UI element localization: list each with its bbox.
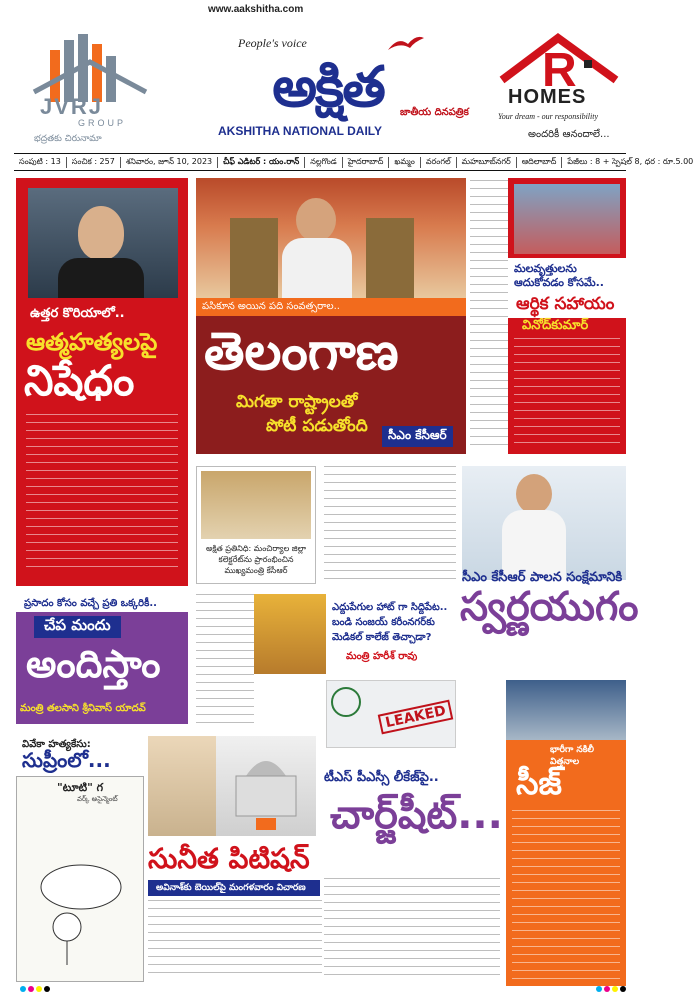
pages-price: పేజీలు : 8 + స్పెషల్ 8, ధర : రూ.5.00 [567,156,694,166]
print-marks-right [596,986,626,992]
chief-editor: చీఫ్ ఎడిటర్ : యం.రాన్ [218,157,305,168]
volume: సంపుటి : 13 [14,157,67,168]
farmers-photo [514,184,620,254]
farmers-body-text [514,338,620,448]
tspsc-kicker: టీఎస్ పీఎస్సీ లీకేజ్‌పై.. [324,770,439,785]
site-url[interactable]: www.aakshitha.com [208,4,304,15]
korea-headline-1: ఆత్మహత్యలపై [26,328,158,356]
fish-byline: మంత్రి తలసాని శ్రీనివాస్ యాదవ్ [20,703,146,714]
jvrj-group: GROUP [78,118,127,128]
petition-sub: అవినాశ్‌కు బెయిల్‌పై మంగళవారం విచారణ [148,880,320,896]
rhomes-tagline: Your dream - our responsibility [498,112,599,121]
seize-headline: సీజ్ [516,764,562,802]
supreme-court-photo [216,736,316,836]
tagline: People's voice [238,36,307,50]
print-marks [20,986,50,992]
story-farmers[interactable] [508,178,626,454]
story-korea[interactable] [16,178,188,586]
harish-quote-2: బండి సంజయ్ కరీంనగర్‌కు [332,617,435,628]
story-mancherial[interactable] [196,466,316,584]
kcr-photo [196,178,466,298]
fish-headline: అందిస్తాం [26,642,161,686]
fish-body-text [196,594,254,724]
story-telangana[interactable] [196,316,466,454]
viveka-kicker: వివేకా హత్యకేసు: [22,739,91,750]
mancherial-body-column [324,466,456,584]
viveka-headline: సుప్రీంలో... [22,748,111,772]
mancherial-photo [201,471,311,539]
petition-body-text [148,900,322,980]
logo-subtitle-telugu: జాతీయ దినపత్రిక [400,107,469,118]
rhomes-name: HOMES [508,86,587,108]
newspaper-logo: అక్షిత [272,54,384,120]
kcr-body-text [470,180,508,452]
fish-label: చేప మందు [34,616,121,638]
edition-warangal: వరంగల్ [421,157,457,168]
sunitha-photo [148,736,216,836]
cartoon-drawing-icon [27,817,135,967]
cartoon-title: "టూటి" గ [57,781,104,794]
telangana-sub-1: మిగతా రాష్ట్రాలతో [236,392,358,412]
korea-kicker: ఉత్తర కొరియాలో.. [30,306,125,321]
leaked-stamp: LEAKED [378,700,454,735]
issue: సంచిక : 257 [67,157,121,168]
telangana-headline: తెలంగాణ [204,322,399,382]
cartoon-subtitle: వర్క్ అసైన్మెంట్ [77,795,118,803]
edition-mahabubnagar: మహబూబ్‌నగర్ [457,157,517,168]
fish-photo [254,594,326,674]
korea-headline-2: నిషేధం [24,356,135,405]
edition-khammam: ఖమ్మం [389,157,420,168]
petition-headline: సునీత పిటిషన్ [148,842,310,875]
seize-kicker: భారీగా నకిలీ విత్తనాల [550,745,595,767]
cartoon [16,776,144,982]
rhomes-telugu-tagline: అందరికీ ఆనందాలే... [528,129,610,140]
story-seize[interactable] [506,740,626,986]
harish-headline: స్వర్ణయుగం [460,584,639,630]
tspsc-photo [326,680,456,748]
tspsc-body-text [324,878,500,978]
farmers-kicker: మలవృత్తులను ఆదుకోవడం కోసమే.. [514,262,604,289]
harish-quote-1: ఎద్దుపేగుల హాట్ గా సిద్దిపేట.. [332,602,448,613]
viveka-header [16,736,148,772]
edition-info-bar [14,153,694,171]
seize-photo [506,680,626,740]
telangana-byline: సీఎం కేసీఆర్ [382,426,453,447]
kim-jong-un-photo [28,188,178,298]
seize-body-text [512,810,620,980]
jvrj-name: JVRJ [40,94,104,119]
svg-text:R: R [542,44,577,97]
edition-adilabad: ఆదిలాబాద్ [517,157,563,168]
court-building-icon [216,736,316,836]
farmers-byline: వినోద్‌కుమార్ [522,318,589,333]
fish-kicker: ప్రసాదం కోసం వచ్చే ప్రతి ఒక్కరికీ.. [24,598,157,609]
jvrj-tagline: భద్రతకు చిరునామా [34,134,102,144]
bird-icon [386,32,426,56]
tspsc-headline: చార్జ్‌షీట్... [330,792,503,838]
edition-nalgonda: నల్లగొండ [305,157,343,168]
telangana-sub-2: పోటీ పడుతోంది [266,416,368,436]
harish-photo [462,466,626,580]
tspsc-emblem-icon [331,687,361,717]
date: శనివారం, జూన్ 10, 2023 [121,157,218,168]
edition-hyderabad: హైదరాబాద్ [343,157,390,168]
telangana-caption: పసికూన అయిన పది సంవత్సరాల.. [196,298,466,316]
farmers-headline: ఆర్థిక సహాయం [516,294,615,314]
mancherial-caption: అక్షిత ప్రతినిధి: మంచిర్యాల జిల్లా కలెక్టరేట్‌ను ప్రారంభించిన ముఖ్యమంత్రి కేసీఆర్ [205,544,307,575]
harish-kicker: సీఎం కేసీఆర్ పాలన సంక్షేమానికి [462,570,623,585]
logo-subtitle-english: AKSHITHA NATIONAL DAILY [218,124,383,138]
story-fish-medicine[interactable] [16,594,188,724]
harish-quote-3: మెడికల్ కాలేజ్ తెచ్చాడా? [332,632,432,643]
harish-byline: మంత్రి హరీశ్ రావు [346,651,418,662]
harish-quote [332,600,460,645]
korea-body-text [26,414,178,574]
